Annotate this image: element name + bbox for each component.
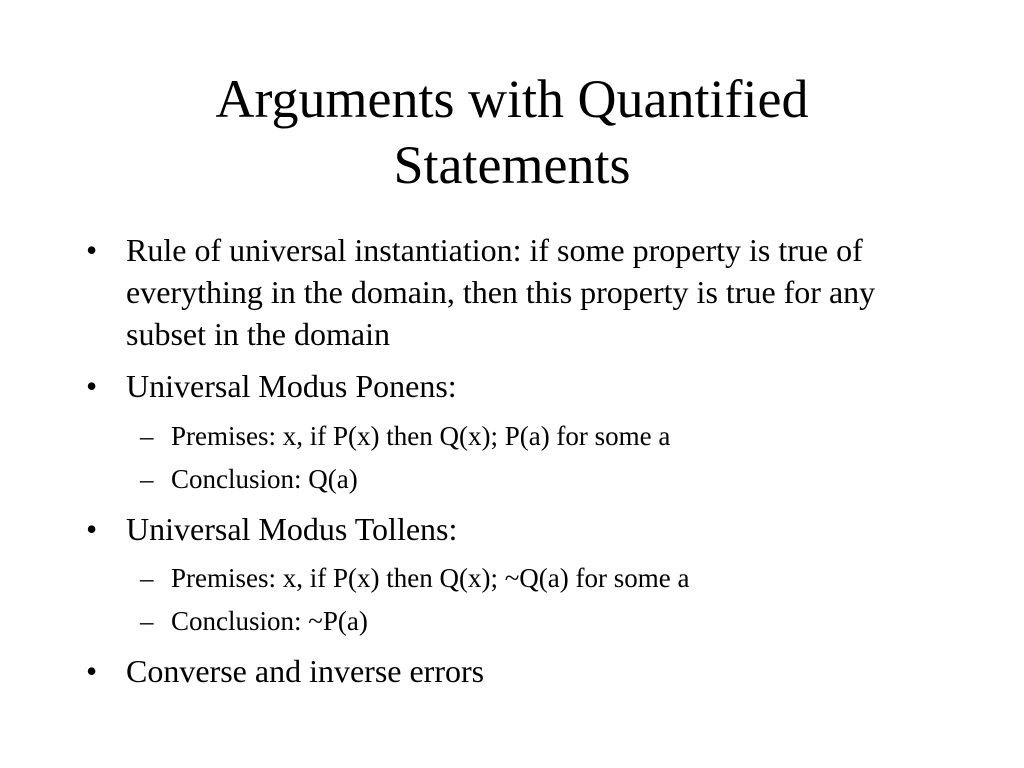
sub-item-tollens-conclusion <box>140 604 891 638</box>
title-line-1: Arguments with Quantified <box>215 69 809 129</box>
sub-item-text: Premises: x, if P(x) then Q(x); ~Q(a) for some a <box>171 563 690 593</box>
sub-item-text: Conclusion: Q(a) <box>171 464 358 494</box>
sub-item-text: Premises: x, if P(x) then Q(x); P(a) for some a <box>171 421 671 451</box>
sub-bullet-marker: – <box>140 563 154 593</box>
bullet-item-universal-modus-ponens <box>86 365 934 407</box>
bullet-item-universal-instantiation <box>86 229 934 355</box>
bullet-item-converse-inverse-errors <box>86 650 934 692</box>
bullet-item-universal-modus-tollens <box>86 508 934 550</box>
sub-item-ponens-conclusion <box>140 462 891 496</box>
bullet-text: Converse and inverse errors <box>126 653 485 689</box>
bullet-marker: • <box>86 368 98 404</box>
sub-bullet-marker: – <box>140 464 154 494</box>
sub-bullet-marker: – <box>140 606 154 636</box>
sub-item-ponens-premises <box>140 419 891 453</box>
title-line-2: Statements <box>393 135 631 195</box>
bullet-text: Universal Modus Ponens: <box>126 368 457 404</box>
bullet-marker: • <box>86 232 98 268</box>
sub-item-text: Conclusion: ~P(a) <box>171 606 368 636</box>
bullet-text: Rule of universal instantiation: if some property is true of everything in the domain, then this property is true for any subset in the domain <box>126 232 876 352</box>
bullet-text: Universal Modus Tollens: <box>126 511 458 547</box>
sub-bullet-marker: – <box>140 421 154 451</box>
bullet-marker: • <box>86 511 98 547</box>
sub-item-tollens-premises <box>140 561 891 595</box>
bullet-marker: • <box>86 653 98 689</box>
